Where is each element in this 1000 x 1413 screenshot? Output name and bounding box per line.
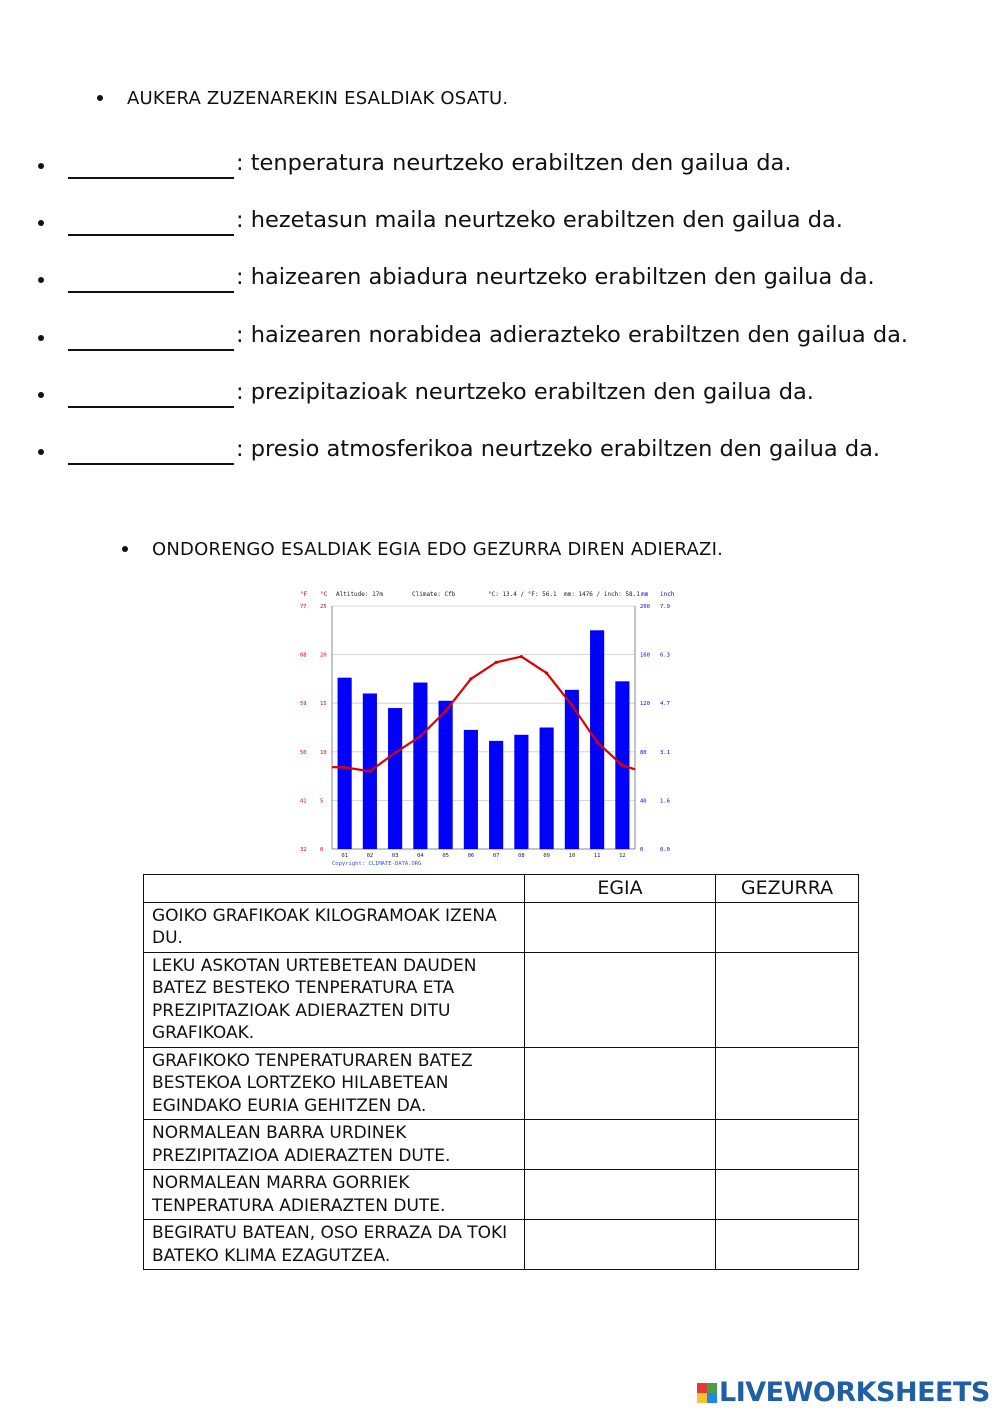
tick-label-mm: 0	[640, 847, 644, 853]
month-tick-label: 11	[593, 853, 601, 859]
month-tick-label: 04	[417, 853, 424, 859]
table-header-row	[144, 875, 859, 903]
tick-label-inch: 6.3	[660, 652, 670, 659]
temperature-point	[621, 764, 624, 767]
table-row	[144, 952, 859, 1047]
unit-mm-label: mm	[641, 591, 649, 598]
logo-text: LIVEWORKSHEETS	[719, 1377, 990, 1408]
month-tick-label: 10	[568, 853, 576, 859]
table-row	[144, 1120, 859, 1170]
temperature-point	[570, 704, 573, 707]
statement-column-header	[144, 875, 525, 903]
temperature-point	[394, 751, 397, 754]
tick-label-f: 77	[300, 604, 307, 610]
logo-square	[707, 1383, 717, 1393]
answer-blank-6[interactable]	[68, 434, 234, 465]
tick-label-inch: 7.9	[660, 604, 670, 610]
table-row	[144, 1047, 859, 1120]
temperature-point	[419, 735, 422, 738]
tick-label-inch: 3.1	[660, 749, 670, 756]
tick-label-f: 50	[300, 749, 307, 756]
precipitation-bar	[514, 735, 528, 849]
egia-answer-cell[interactable]	[525, 1220, 716, 1270]
statement-cell: NORMALEAN BARRA URDINEK PREZIPITAZIOA ADIERAZTEN DUTE.	[144, 1120, 525, 1170]
bullet	[38, 220, 44, 226]
tick-label-mm: 80	[640, 749, 647, 756]
bullet	[38, 163, 44, 169]
answer-blank-5[interactable]	[68, 377, 234, 408]
statement-text: : haizearen abiadura neurtzeko erabiltzen den gailua da.	[236, 264, 875, 291]
average-temp-label: °C: 13.4 / °F: 56.1	[488, 591, 557, 598]
precipitation-bar	[489, 741, 503, 849]
statement-text: : tenperatura neurtzeko erabiltzen den gailua da.	[236, 150, 792, 176]
month-tick-label: 07	[492, 853, 500, 859]
gezurra-answer-cell[interactable]	[716, 1220, 859, 1270]
statement-cell: GRAFIKOKO TENPERATURAREN BATEZ BESTEKOA LORTZEKO HILABETEAN EGINDAKO EURIA GEHITZEN DA.	[144, 1047, 525, 1120]
logo-square	[697, 1393, 707, 1403]
bullet	[97, 95, 103, 101]
table-row	[144, 1220, 859, 1270]
month-tick-label: 08	[518, 853, 525, 859]
answer-blank-3[interactable]	[68, 262, 234, 293]
egia-column-header: EGIA	[525, 875, 716, 903]
true-false-table	[143, 874, 859, 1270]
precipitation-bar	[590, 630, 604, 849]
tick-label-mm: 120	[640, 701, 650, 708]
unit-c-label: °C	[320, 591, 328, 598]
bullet	[38, 449, 44, 455]
tick-label-c: 20	[320, 652, 327, 659]
section2-heading	[152, 539, 723, 560]
section1-heading	[127, 88, 508, 109]
statement-text: : presio atmosferikoa neurtzeko erabiltzen den gailua da.	[236, 435, 881, 462]
month-tick-label: 03	[391, 853, 399, 859]
tick-label-inch: 4.7	[660, 701, 670, 708]
gezurra-answer-cell[interactable]	[716, 1120, 859, 1170]
tick-label-f: 68	[300, 652, 307, 659]
month-tick-label: 06	[467, 853, 475, 859]
precipitation-bar	[540, 728, 554, 850]
precipitation-bar	[338, 678, 352, 849]
statement-cell: LEKU ASKOTAN URTEBETEAN DAUDEN BATEZ BESTEKO TENPERATURA ETA PREZIPITAZIOAK ADIERAZTEN DITU GRAFIKOAK.	[144, 952, 525, 1047]
temperature-point	[469, 677, 472, 680]
month-tick-label: 01	[341, 853, 348, 859]
liveworksheets-logo[interactable]	[697, 1377, 990, 1408]
egia-answer-cell[interactable]	[525, 1120, 716, 1170]
climate-label: Climate: Cfb	[412, 591, 456, 598]
section2-heading-text: ONDORENGO ESALDIAK EGIA EDO GEZURRA DIREN ADIERAZI.	[152, 539, 724, 560]
gezurra-answer-cell[interactable]	[716, 952, 859, 1047]
table-row	[144, 1170, 859, 1220]
temperature-point	[343, 766, 346, 769]
bullet	[38, 392, 44, 398]
tick-label-inch: 1.6	[660, 798, 670, 805]
logo-mark-icon	[697, 1383, 717, 1403]
temperature-point	[495, 661, 498, 664]
temperature-point	[444, 709, 447, 712]
month-tick-label: 12	[619, 853, 626, 859]
gezurra-answer-cell[interactable]	[716, 902, 859, 952]
precipitation-bar	[439, 701, 453, 849]
statement-cell: BEGIRATU BATEAN, OSO ERRAZA DA TOKI BATEKO KLIMA EZAGUTZEA.	[144, 1220, 525, 1270]
temperature-point	[545, 671, 548, 674]
tick-label-f: 59	[300, 701, 307, 708]
tick-label-mm: 200	[640, 604, 650, 610]
gezurra-answer-cell[interactable]	[716, 1047, 859, 1120]
logo-square	[707, 1393, 717, 1403]
bullet	[38, 335, 44, 341]
tick-label-c: 15	[320, 701, 327, 708]
bullet	[38, 277, 44, 283]
egia-answer-cell[interactable]	[525, 952, 716, 1047]
gezurra-column-header: GEZURRA	[716, 875, 859, 903]
answer-blank-2[interactable]	[68, 205, 234, 236]
tick-label-inch: 0.0	[660, 847, 670, 853]
temperature-point	[520, 655, 523, 658]
statement-text: : haizearen norabidea adierazteko erabiltzen den gailua da.	[236, 321, 909, 348]
precipitation-bar	[388, 708, 402, 849]
statement-text: : prezipitazioak neurtzeko erabiltzen den gailua da.	[236, 378, 814, 405]
table-row	[144, 902, 859, 952]
section1-heading-text: AUKERA ZUZENAREKIN ESALDIAK OSATU.	[127, 88, 509, 109]
gezurra-answer-cell[interactable]	[716, 1170, 859, 1220]
logo-square	[697, 1383, 707, 1393]
temperature-point	[596, 740, 599, 743]
statement-text: : hezetasun maila neurtzeko erabiltzen den gailua da.	[236, 207, 843, 234]
month-tick-label: 02	[366, 853, 374, 859]
copyright-label: Copyright: CLIMATE-DATA.ORG	[332, 861, 422, 867]
precipitation-bar	[464, 730, 478, 849]
tick-label-f: 41	[300, 798, 307, 805]
answer-blank-4[interactable]	[68, 320, 234, 351]
egia-answer-cell[interactable]	[525, 902, 716, 952]
altitude-label: Altitude: 17m	[336, 591, 383, 598]
tick-label-c: 10	[320, 749, 327, 756]
answer-blank-1[interactable]	[68, 148, 234, 179]
precipitation-bar	[413, 683, 427, 849]
tick-label-c: 25	[320, 604, 327, 610]
tick-label-mm: 160	[640, 652, 650, 659]
unit-f-label: °F	[300, 591, 308, 598]
egia-answer-cell[interactable]	[525, 1047, 716, 1120]
temperature-point	[368, 770, 371, 773]
tick-label-mm: 40	[640, 798, 647, 805]
temperature-line	[332, 657, 635, 772]
statement-cell: NORMALEAN MARRA GORRIEK TENPERATURA ADIERAZTEN DUTE.	[144, 1170, 525, 1220]
month-tick-label: 09	[543, 853, 550, 859]
egia-answer-cell[interactable]	[525, 1170, 716, 1220]
tick-label-c: 0	[320, 847, 324, 853]
climate-chart	[290, 585, 690, 870]
annual-prec-label: mm: 1476 / inch: 58.1	[564, 591, 640, 598]
month-tick-label: 05	[442, 853, 449, 859]
statement-cell: GOIKO GRAFIKOAK KILOGRAMOAK IZENA DU.	[144, 902, 525, 952]
tick-label-f: 32	[300, 847, 307, 853]
tick-label-c: 5	[320, 798, 324, 805]
unit-inch-label: inch	[660, 591, 675, 598]
bullet	[122, 546, 128, 552]
